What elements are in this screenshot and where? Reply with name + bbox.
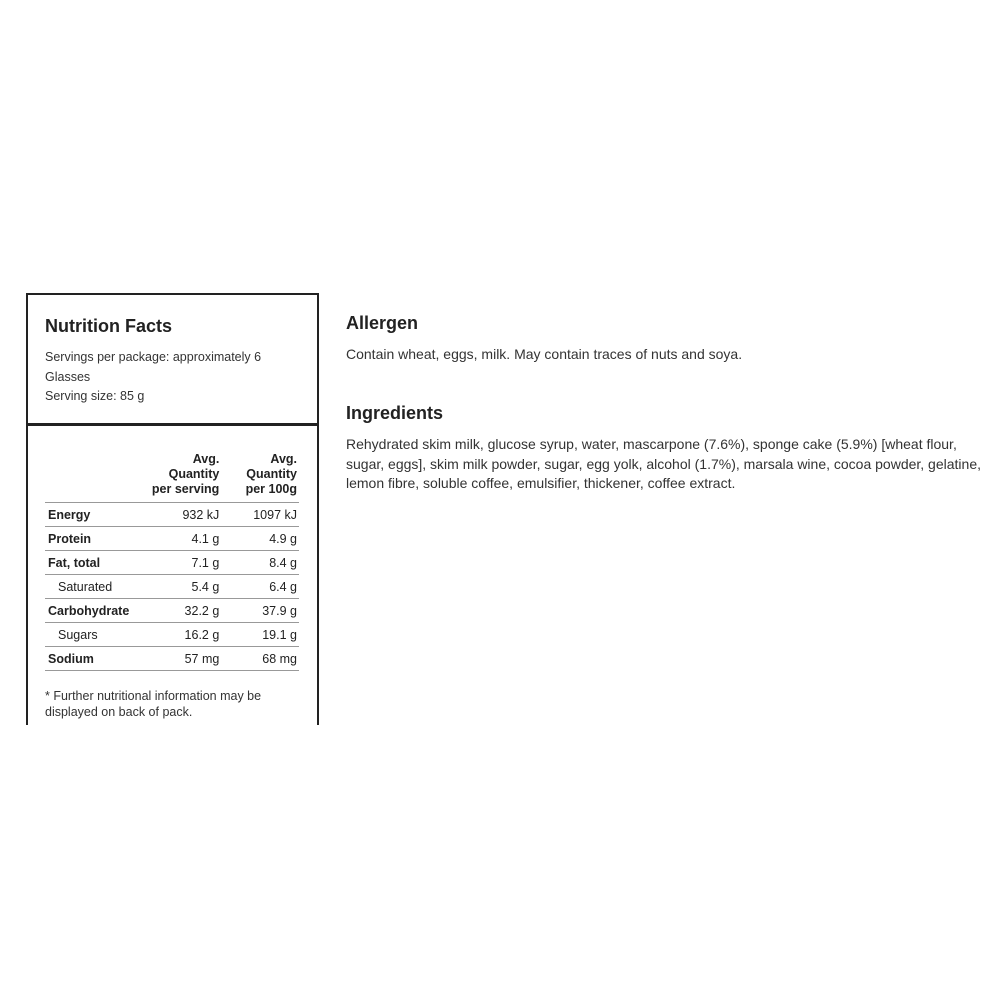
- nutrition-facts-panel: [26, 293, 319, 725]
- nutrition-row: [45, 551, 299, 575]
- per-serving-value: 7.1 g: [144, 551, 222, 575]
- header-per-100g: Avg. Quantity per 100g: [221, 452, 299, 503]
- per-100g-value: 6.4 g: [221, 575, 299, 599]
- nutrition-row: [45, 527, 299, 551]
- per-serving-value: 32.2 g: [144, 599, 222, 623]
- nutrient-label: Carbohydrate: [45, 599, 144, 623]
- ingredients-heading: Ingredients: [346, 403, 444, 423]
- nutrient-label: Energy: [45, 503, 144, 527]
- servings-per-package: Servings per package: approximately 6: [45, 350, 262, 364]
- per-100g-value: 19.1 g: [221, 623, 299, 647]
- per-100g-value: 8.4 g: [221, 551, 299, 575]
- nutrition-row: [45, 623, 299, 647]
- nutrition-table-header: [45, 452, 299, 503]
- per-serving-value: 5.4 g: [144, 575, 222, 599]
- nutrient-label: Protein: [45, 527, 144, 551]
- per-100g-value: 1097 kJ: [221, 503, 299, 527]
- serving-size: Serving size: 85 g: [45, 389, 145, 403]
- nutrient-label: Sugars: [45, 623, 144, 647]
- nutrition-row: [45, 575, 299, 599]
- per-100g-value: 37.9 g: [221, 599, 299, 623]
- per-serving-value: 4.1 g: [144, 527, 222, 551]
- per-serving-value: 932 kJ: [144, 503, 222, 527]
- ingredients-text: Rehydrated skim milk, glucose syrup, water, mascarpone (7.6%), sponge cake (5.9%) [wheat flour, sugar, eggs], skim milk powder, sugar, egg yolk, alcohol (1.7%), marsala wine, cocoa powder, gelatine, lemon fibre, soluble coffee, emulsifier, thickener, coffee extract.: [346, 436, 981, 491]
- nutrient-label: Fat, total: [45, 551, 144, 575]
- nutrition-row: [45, 503, 299, 527]
- per-serving-value: 16.2 g: [144, 623, 222, 647]
- servings-unit: Glasses: [45, 370, 91, 384]
- section-divider: [28, 423, 317, 426]
- nutrition-table: [45, 452, 299, 671]
- header-per-serving: Avg. Quantity per serving: [144, 452, 222, 503]
- nutrition-facts-title: Nutrition Facts: [45, 316, 173, 336]
- nutrient-label: Saturated: [45, 575, 144, 599]
- nutrition-row: [45, 647, 299, 671]
- nutrition-footnote: * Further nutritional information may be displayed on back of pack.: [45, 689, 262, 719]
- nutrient-label: Sodium: [45, 647, 144, 671]
- allergen-section: [346, 313, 986, 334]
- allergen-text: Contain wheat, eggs, milk. May contain traces of nuts and soya.: [346, 346, 743, 362]
- allergen-heading: Allergen: [346, 313, 419, 333]
- per-100g-value: 4.9 g: [221, 527, 299, 551]
- per-100g-value: 68 mg: [221, 647, 299, 671]
- nutrition-row: [45, 599, 299, 623]
- per-serving-value: 57 mg: [144, 647, 222, 671]
- ingredients-section: [346, 403, 986, 424]
- header-blank: [45, 452, 144, 503]
